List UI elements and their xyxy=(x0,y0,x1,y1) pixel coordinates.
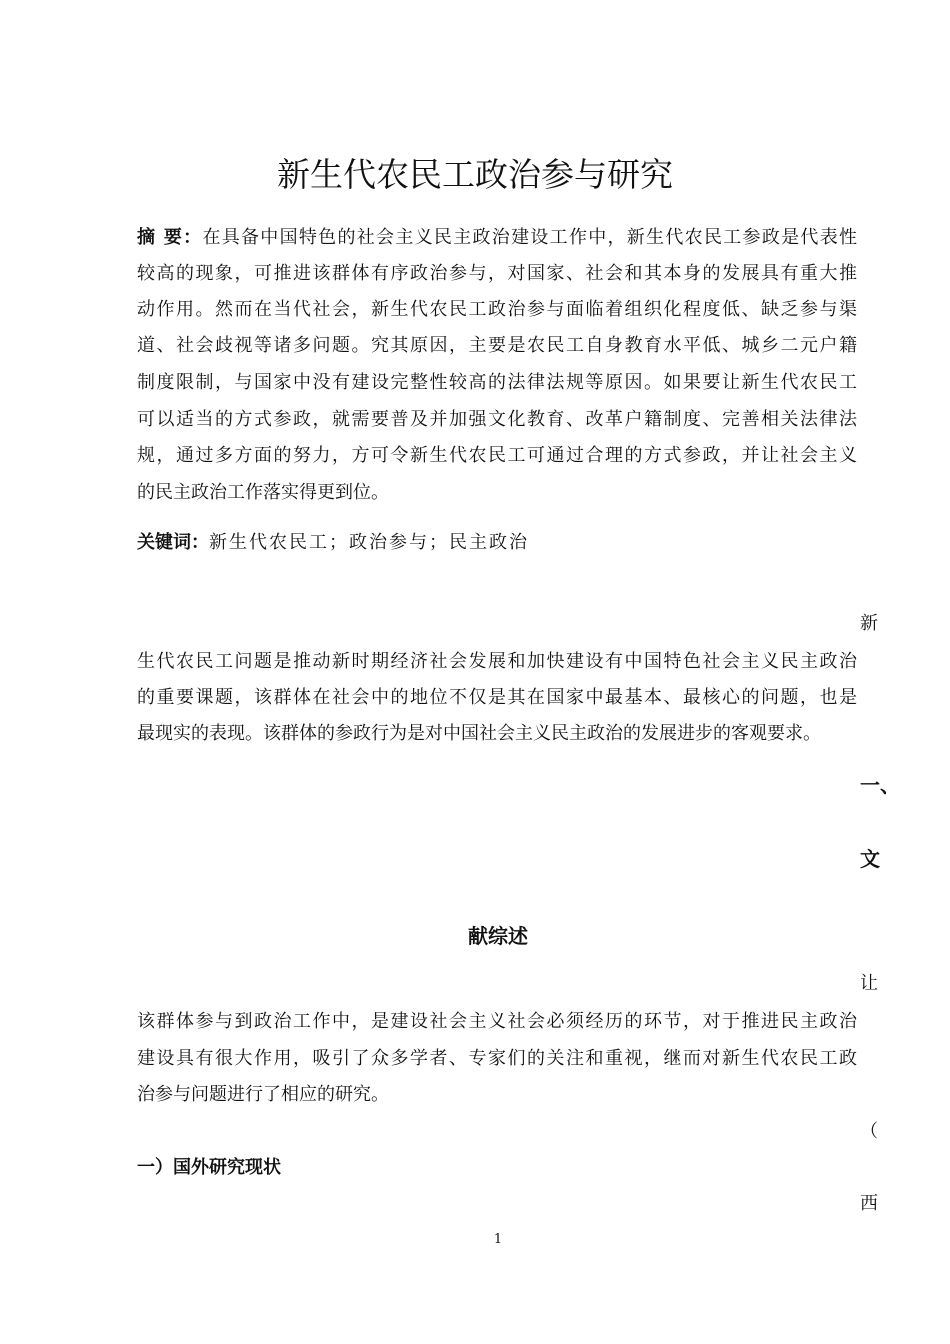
section-line: 建设具有很大作用，吸引了众多学者、专家们的关注和重视，继而对新生代农民工政 xyxy=(137,1048,857,1069)
intro-line: 生代农民工问题是推动新时期经济社会发展和加快建设有中国特色社会主义民主政治 xyxy=(137,651,857,672)
section-heading-char: 文 xyxy=(860,847,880,871)
subsection-next-char: 西 xyxy=(860,1193,878,1214)
keywords-label: 关键词： xyxy=(137,532,209,553)
section-line: 该群体参与到政治工作中，是建设社会主义社会必须经历的环节，对于推进民主政治 xyxy=(137,1011,857,1032)
abstract-line: 规，通过多方面的努力，方可令新生代农民工可通过合理的方式参政，并让社会主义 xyxy=(137,445,857,466)
abstract-line: 较高的现象，可推进该群体有序政治参与，对国家、社会和其本身的发展具有重大推 xyxy=(137,263,857,284)
abstract-line: 动作用。然而在当代社会，新生代农民工政治参与面临着组织化程度低、缺乏参与渠 xyxy=(137,299,857,320)
document-title: 新生代农民工政治参与研究 xyxy=(277,155,673,194)
intro-line: 的重要课题，该群体在社会中的地位不仅是其在国家中最基本、最核心的问题，也是 xyxy=(137,687,857,708)
abstract-line: 道、社会歧视等诸多问题。究其原因，主要是农民工自身教育水平低、城乡二元户籍 xyxy=(137,335,857,356)
abstract-line: 的民主政治工作落实得更到位。 xyxy=(137,482,389,503)
section-heading-number: 一、 xyxy=(860,773,900,797)
abstract-label: 摘 要： xyxy=(137,227,203,248)
abstract-line xyxy=(137,226,857,250)
intro-first-char: 新 xyxy=(860,613,878,634)
page-number: 1 xyxy=(493,1232,503,1247)
keywords-text: 新生代农民工；政治参与；民主政治 xyxy=(209,532,529,553)
section-line: 治参与问题进行了相应的研究。 xyxy=(137,1084,389,1105)
intro-line: 最现实的表现。该群体的参政行为是对中国社会主义民主政治的发展进步的客观要求。 xyxy=(137,723,821,744)
section-heading: 献综述 xyxy=(468,924,528,948)
section-first-char: 让 xyxy=(860,973,878,994)
subsection-heading: 一）国外研究现状 xyxy=(137,1157,281,1178)
abstract-text: 在具备中国特色的社会主义民主政治建设工作中，新生代农民工参政是代表性 xyxy=(202,227,857,248)
keywords-line xyxy=(137,531,529,555)
abstract-line: 可以适当的方式参政，就需要普及并加强文化教育、改革户籍制度、完善相关法律法 xyxy=(137,409,857,430)
abstract-line: 制度限制，与国家中没有建设完整性较高的法律法规等原因。如果要让新生代农民工 xyxy=(137,372,857,393)
subsection-open-paren: （ xyxy=(860,1121,878,1142)
